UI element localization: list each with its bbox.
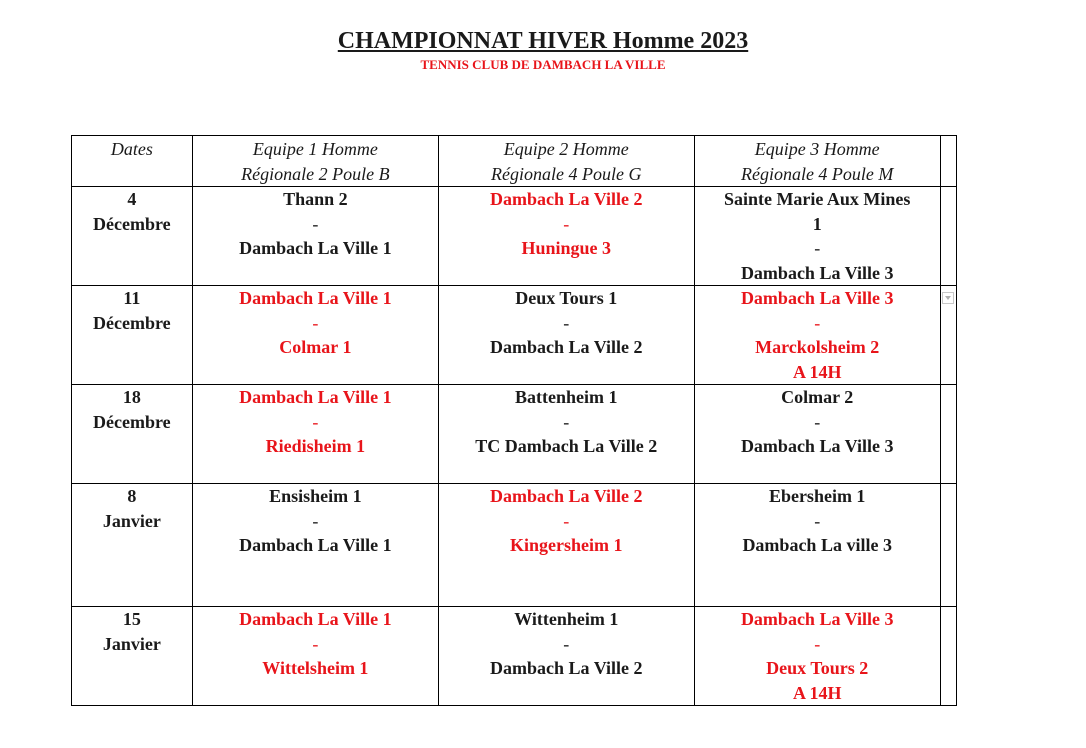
match-away-team: Dambach La ville 3: [742, 535, 892, 555]
match-home-team: Deux Tours 1: [515, 288, 618, 308]
header-equipe-2-division: Régionale 4 Poule G: [491, 163, 642, 184]
match-separator: -: [312, 312, 319, 333]
match-cell-equipe-3: [694, 187, 940, 286]
header-equipe-2: [439, 136, 694, 187]
match-cell-equipe-3: [694, 286, 940, 385]
match-separator: -: [312, 411, 319, 432]
date-day: 4: [127, 189, 137, 209]
table-row: [72, 484, 957, 607]
match-cell-equipe-1: [192, 484, 438, 607]
match-cell-equipe-2: [439, 187, 694, 286]
match-cell-equipe-1: [192, 286, 438, 385]
match-separator: -: [814, 411, 821, 432]
match-separator: -: [312, 633, 319, 654]
match-cell-equipe-3: [694, 607, 940, 706]
match-time-note: A 14H: [792, 682, 842, 703]
match-separator: -: [814, 633, 821, 654]
header-dates: [72, 136, 193, 187]
match-home-team: Colmar 2: [781, 387, 854, 407]
club-subtitle: TENNIS CLUB DE DAMBACH LA VILLE: [420, 57, 666, 72]
table-row: [72, 385, 957, 484]
match-separator: -: [814, 510, 821, 531]
match-cell-equipe-2: [439, 286, 694, 385]
match-cell-equipe-1: [192, 187, 438, 286]
match-home-team: Dambach La Ville 3: [740, 609, 894, 629]
date-cell: [72, 607, 193, 706]
match-cell-equipe-1: [192, 385, 438, 484]
header-extra-column: [940, 136, 956, 187]
match-away-team: Dambach La Ville 3: [740, 436, 894, 456]
match-home-team: Dambach La Ville 2: [490, 189, 643, 209]
schedule-table: [71, 135, 957, 706]
table-row: [72, 607, 957, 706]
match-home-team: Battenheim 1: [515, 387, 618, 407]
table-header-row: [72, 136, 957, 187]
date-cell: [72, 187, 193, 286]
match-time-note: A 14H: [792, 361, 842, 382]
header-equipe-3-name: Equipe 3 Homme: [754, 139, 880, 159]
match-separator: -: [563, 510, 570, 531]
date-month: Décembre: [93, 411, 171, 432]
match-cell-equipe-3: [694, 484, 940, 607]
extra-cell: [940, 607, 956, 706]
match-home-team: Dambach La Ville 2: [490, 486, 643, 506]
match-away-team: Deux Tours 2: [766, 658, 869, 678]
header-equipe-1-division: Régionale 2 Poule B: [241, 163, 390, 184]
match-home-team-number: 1: [812, 213, 822, 234]
header-equipe-2-name: Equipe 2 Homme: [503, 139, 629, 159]
date-day: 8: [127, 486, 137, 506]
page-title-text: CHAMPIONNAT HIVER Homme 2023: [337, 28, 749, 54]
match-separator: -: [563, 213, 570, 234]
date-month: Décembre: [93, 312, 171, 333]
match-home-team: Wittenheim 1: [514, 609, 619, 629]
match-away-team: Dambach La Ville 2: [490, 337, 643, 357]
match-home-team: Dambach La Ville 1: [239, 288, 392, 308]
extra-cell: [940, 286, 956, 385]
page-title: [0, 27, 1086, 55]
header-dates-label: Dates: [110, 139, 153, 159]
match-home-team: Sainte Marie Aux Mines: [723, 189, 911, 209]
match-home-team: Thann 2: [283, 189, 348, 209]
match-home-team: Dambach La Ville 1: [239, 387, 392, 407]
date-cell: [72, 385, 193, 484]
match-away-team: Marckolsheim 2: [755, 337, 880, 357]
match-home-team: Dambach La Ville 1: [239, 609, 392, 629]
match-away-team: Huningue 3: [521, 238, 612, 258]
extra-cell: [940, 484, 956, 607]
match-away-team: TC Dambach La Ville 2: [475, 436, 658, 456]
match-away-team: Kingersheim 1: [510, 535, 623, 555]
match-away-team: Dambach La Ville 1: [239, 535, 392, 555]
match-separator: -: [563, 633, 570, 654]
match-separator: -: [563, 411, 570, 432]
date-day: 18: [122, 387, 141, 407]
match-cell-equipe-2: [439, 607, 694, 706]
match-home-team: Ensisheim 1: [269, 486, 362, 506]
match-separator: -: [312, 213, 319, 234]
table-row: [72, 187, 957, 286]
date-month: Janvier: [102, 633, 161, 654]
header-equipe-3: [694, 136, 940, 187]
match-cell-equipe-2: [439, 385, 694, 484]
date-cell: [72, 286, 193, 385]
match-separator: -: [563, 312, 570, 333]
match-cell-equipe-1: [192, 607, 438, 706]
match-away-team: Riedisheim 1: [265, 436, 366, 456]
dropdown-arrow-icon[interactable]: [942, 292, 954, 304]
match-away-team: Dambach La Ville 2: [490, 658, 643, 678]
match-home-team: Ebersheim 1: [768, 486, 866, 506]
extra-cell: [940, 385, 956, 484]
date-cell: [72, 484, 193, 607]
header-equipe-3-division: Régionale 4 Poule M: [740, 163, 894, 184]
match-away-team: Dambach La Ville 1: [239, 238, 392, 258]
extra-cell: [940, 187, 956, 286]
date-day: 11: [123, 288, 141, 308]
date-month: Décembre: [93, 213, 171, 234]
match-separator: -: [312, 510, 319, 531]
date-month: Janvier: [102, 510, 161, 531]
date-day: 15: [122, 609, 141, 629]
header-equipe-1-name: Equipe 1 Homme: [252, 139, 378, 159]
match-away-team: Wittelsheim 1: [262, 658, 369, 678]
match-separator: -: [814, 238, 821, 258]
match-cell-equipe-3: [694, 385, 940, 484]
match-separator: -: [814, 312, 821, 333]
match-cell-equipe-2: [439, 484, 694, 607]
table-row: [72, 286, 957, 385]
match-home-team: Dambach La Ville 3: [740, 288, 894, 308]
match-away-team: Colmar 1: [279, 337, 352, 357]
header-equipe-1: [192, 136, 438, 187]
match-away-team: Dambach La Ville 3: [740, 262, 894, 283]
